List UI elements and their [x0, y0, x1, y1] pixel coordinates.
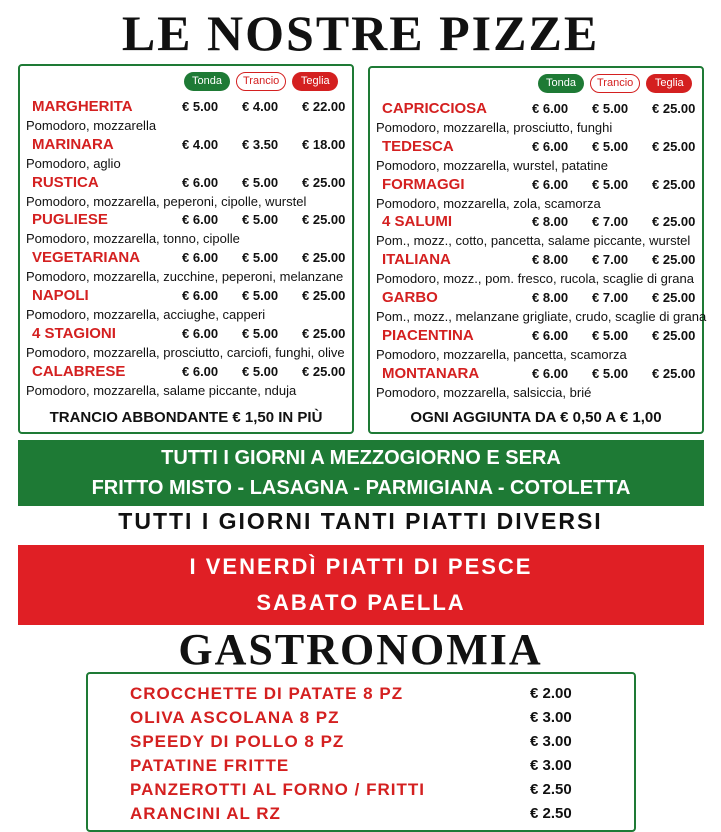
pizza-name: CALABRESE — [32, 362, 126, 380]
gastro-item — [130, 780, 614, 804]
pizza-menu-left — [18, 64, 354, 434]
menu-item — [26, 136, 346, 174]
size-legend — [184, 72, 338, 91]
daily-dishes-banner: TUTTI I GIORNI TANTI PIATTI DIVERSI — [118, 508, 603, 534]
pizza-name: RUSTICA — [32, 173, 99, 191]
price-trancio: € 7.00 — [592, 214, 629, 230]
pizza-ingredients: Pomodoro, mozzarella, salame piccante, nduja — [26, 382, 297, 398]
gastro-item — [130, 804, 614, 828]
gastro-item — [130, 732, 614, 756]
pizza-name: 4 SALUMI — [382, 213, 453, 231]
pizza-ingredients: Pomodoro, aglio — [26, 155, 121, 171]
pizza-name: VEGETARIANA — [32, 249, 141, 267]
price-teglia: € 25.00 — [302, 287, 346, 303]
price-tonda: € 8.00 — [532, 214, 569, 230]
menu-item — [376, 365, 696, 403]
gastro-name: ARANCINI AL RZ — [130, 804, 281, 823]
menu-item — [26, 363, 346, 401]
pizza-ingredients: Pomodoro, mozzarella, tonno, cipolle — [26, 231, 240, 247]
legend-tonda: Tonda — [184, 72, 230, 91]
gastronomia-title: GASTRONOMIA — [178, 625, 543, 674]
daily-specials-band — [18, 440, 704, 506]
price-trancio: € 7.00 — [592, 289, 629, 305]
price-tonda: € 6.00 — [532, 101, 569, 116]
price-tonda: € 6.00 — [182, 212, 219, 228]
price-trancio: € 7.00 — [592, 252, 629, 268]
price-teglia: € 25.00 — [302, 174, 346, 190]
page-title: LE NOSTRE PIZZE — [121, 5, 600, 61]
price-trancio: € 5.00 — [242, 363, 279, 379]
price-teglia: € 25.00 — [652, 365, 696, 381]
price-trancio: € 3.50 — [242, 136, 279, 152]
menu-item — [26, 174, 346, 212]
price-teglia: € 25.00 — [302, 325, 346, 341]
price-teglia: € 25.00 — [652, 176, 696, 192]
pizza-name: MONTANARA — [382, 364, 480, 382]
saturday-paella-line: SABATO PAELLA — [256, 590, 466, 615]
price-teglia: € 18.00 — [302, 136, 346, 152]
price-trancio: € 5.00 — [242, 250, 279, 266]
price-trancio: € 5.00 — [592, 138, 629, 154]
pizza-ingredients: Pomodoro, mozzarella, zucchine, peperoni, melanzane — [26, 269, 344, 285]
pizza-name: PUGLIESE — [32, 211, 108, 229]
legend-teglia: Teglia — [292, 72, 338, 91]
pizza-ingredients: Pomodoro, mozzarella, prosciutto, funghi — [376, 120, 613, 135]
gastro-price: € 2.50 — [530, 781, 572, 798]
price-tonda: € 6.00 — [182, 250, 219, 266]
gastronomia-list — [86, 672, 636, 832]
daily-specials-line1: TUTTI I GIORNI A MEZZOGIORNO E SERA — [161, 447, 561, 469]
price-tonda: € 6.00 — [182, 174, 219, 190]
pizza-ingredients: Pomodoro, mozzarella, salsiccia, brié — [376, 384, 592, 400]
pizza-name: MARINARA — [32, 135, 114, 153]
menu-list — [376, 100, 707, 402]
pizza-ingredients: Pomodoro, mozzarella, acciughe, capperi — [26, 306, 266, 322]
gastro-price: € 2.50 — [530, 805, 572, 822]
pizza-ingredients: Pomodoro, mozzarella, zola, scamorza — [376, 195, 601, 211]
price-trancio: € 5.00 — [592, 176, 629, 192]
gastro-price: € 3.00 — [530, 733, 572, 750]
price-tonda: € 6.00 — [182, 325, 219, 341]
pizza-name: CAPRICCIOSA — [382, 100, 488, 117]
price-teglia: € 25.00 — [652, 214, 696, 230]
price-trancio: € 4.00 — [242, 99, 279, 114]
pizza-name: TEDESCA — [382, 137, 454, 155]
daily-specials-line2: FRITTO MISTO - LASAGNA - PARMIGIANA - COTOLETTA — [91, 477, 631, 499]
price-tonda: € 6.00 — [532, 138, 569, 154]
gastro-item — [130, 684, 614, 708]
legend-trancio: Trancio — [590, 74, 640, 93]
price-tonda: € 6.00 — [532, 365, 569, 381]
pizza-name: PIACENTINA — [382, 326, 474, 344]
pizza-name: NAPOLI — [32, 286, 89, 304]
pizza-ingredients: Pomodoro, mozzarella, peperoni, cipolle, wurstel — [26, 193, 307, 209]
price-tonda: € 5.00 — [182, 99, 219, 114]
trancio-footnote: TRANCIO ABBONDANTE € 1,50 IN PIÙ — [49, 409, 323, 426]
menu-item — [376, 327, 696, 365]
pizza-name: GARBO — [382, 288, 438, 306]
aggiunta-footnote: OGNI AGGIUNTA DA € 0,50 A € 1,00 — [410, 409, 662, 426]
menu-item — [376, 138, 696, 176]
menu-item — [376, 288, 707, 327]
gastro-price: € 3.00 — [530, 709, 572, 726]
pizza-ingredients: Pomodoro, mozz., pom. fresco, rucola, scaglie di grana — [376, 271, 694, 287]
size-legend — [538, 74, 692, 93]
menu-item — [376, 213, 696, 251]
price-trancio: € 5.00 — [242, 325, 279, 341]
price-trancio: € 5.00 — [242, 174, 279, 190]
price-trancio: € 5.00 — [242, 287, 279, 303]
menu-list — [26, 98, 346, 400]
price-tonda: € 4.00 — [182, 136, 219, 152]
pizza-menu-right — [368, 66, 707, 434]
pizza-ingredients: Pom., mozz., cotto, pancetta, salame piccante, wurstel — [376, 233, 691, 249]
legend-teglia: Teglia — [646, 74, 692, 93]
gastro-item — [130, 756, 614, 780]
pizza-ingredients: Pom., mozz., melanzane grigliate, crudo, scaglie di grana — [376, 308, 707, 324]
price-trancio: € 5.00 — [592, 365, 629, 381]
price-teglia: € 25.00 — [652, 289, 696, 305]
price-teglia: € 25.00 — [652, 327, 696, 343]
gastro-price: € 2.00 — [530, 685, 572, 702]
weekly-specials-band — [18, 545, 704, 625]
pizza-name: MARGHERITA — [32, 98, 133, 115]
gastro-item — [130, 708, 614, 732]
legend-trancio: Trancio — [236, 72, 286, 91]
gastro-name: PATATINE FRITTE — [130, 756, 290, 775]
pizza-ingredients: Pomodoro, mozzarella, pancetta, scamorza — [376, 346, 627, 362]
price-tonda: € 6.00 — [532, 327, 569, 343]
price-tonda: € 8.00 — [532, 289, 569, 305]
price-tonda: € 6.00 — [532, 176, 569, 192]
price-teglia: € 25.00 — [302, 212, 346, 228]
pizza-name: 4 STAGIONI — [32, 324, 116, 342]
menu-item — [26, 325, 346, 363]
price-trancio: € 5.00 — [242, 212, 279, 228]
gastro-name: OLIVA ASCOLANA 8 PZ — [130, 708, 340, 727]
pizza-ingredients: Pomodoro, mozzarella, prosciutto, carciofi, funghi, olive — [26, 344, 345, 360]
gastro-name: CROCCHETTE DI PATATE 8 PZ — [130, 684, 404, 703]
price-teglia: € 25.00 — [652, 101, 696, 116]
menu-item — [376, 100, 696, 138]
pizza-ingredients: Pomodoro, mozzarella — [26, 118, 157, 133]
price-teglia: € 25.00 — [652, 138, 696, 154]
menu-item — [26, 98, 346, 136]
pizza-name: FORMAGGI — [382, 175, 465, 193]
price-teglia: € 25.00 — [302, 250, 346, 266]
legend-tonda: Tonda — [538, 74, 584, 93]
price-teglia: € 22.00 — [302, 99, 346, 114]
menu-item — [376, 176, 696, 214]
price-tonda: € 8.00 — [532, 252, 569, 268]
gastro-name: PANZEROTTI AL FORNO / FRITTI — [130, 780, 425, 799]
gastro-price: € 3.00 — [530, 757, 572, 774]
price-teglia: € 25.00 — [302, 363, 346, 379]
price-teglia: € 25.00 — [652, 252, 696, 268]
price-tonda: € 6.00 — [182, 363, 219, 379]
price-tonda: € 6.00 — [182, 287, 219, 303]
pizza-ingredients: Pomodoro, mozzarella, wurstel, patatine — [376, 157, 608, 173]
price-trancio: € 5.00 — [592, 327, 629, 343]
pizza-name: ITALIANA — [382, 251, 451, 269]
gastro-name: SPEEDY DI POLLO 8 PZ — [130, 732, 345, 751]
price-trancio: € 5.00 — [592, 101, 629, 116]
menu-item — [26, 287, 346, 325]
friday-fish-line: I VENERDÌ PIATTI DI PESCE — [189, 554, 533, 579]
menu-item — [26, 249, 346, 287]
menu-item — [376, 251, 696, 289]
menu-item — [26, 211, 346, 249]
